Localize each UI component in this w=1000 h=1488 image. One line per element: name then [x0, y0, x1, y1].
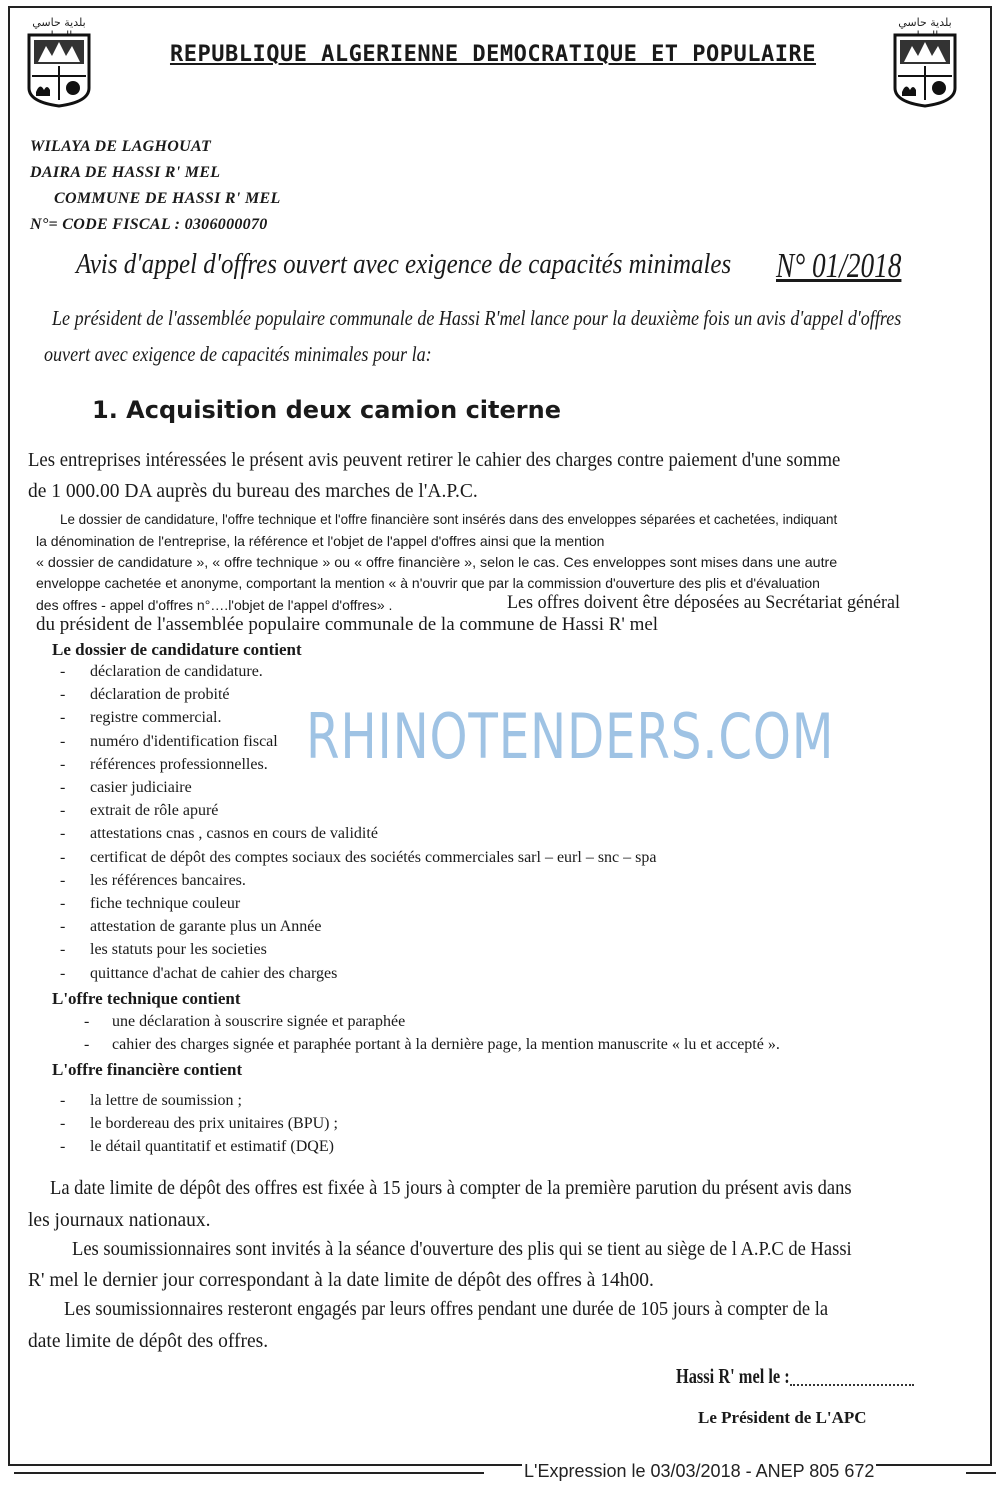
envelope-line-5: des offres - appel d'offres n°….l'objet de l'appel d'offres» .: [36, 597, 393, 613]
opening-line-1: Les soumissionnaires sont invités à la séance d'ouverture des plis qui se tient au siège de l A.P.C de Hassi: [72, 1239, 852, 1260]
envelope-line-2: la dénomination de l'entreprise, la référence et l'objet de l'appel d'offres ainsi que la mention: [36, 533, 605, 549]
commune-emblem-left: [22, 16, 96, 110]
envelope-line-4: enveloppe cachetée et anonyme, comportant la mention « à n'ouvrir que par la commission d'ouverture des plis et d'évaluation: [36, 575, 820, 591]
list-item: attestations cnas , casnos en cours de validité: [90, 825, 378, 843]
list-bullet: -: [60, 1138, 66, 1155]
emblem-arabic-label: بلدية حاسي: [32, 16, 86, 29]
list-bullet: -: [60, 663, 66, 680]
envelope-line-1: Le dossier de candidature, l'offre technique et l'offre financière sont insérés dans des enveloppes séparées et cachetées, indiquant: [60, 511, 838, 527]
list-item: cahier des charges signée et paraphée portant à la dernière page, la mention manuscrite « lu et accepté ».: [112, 1035, 780, 1053]
deposit-statement: Les offres doivent être déposées au Secrétariat général: [507, 592, 901, 613]
intro-line-1: Le président de l'assemblée populaire communale de Hassi R'mel lance pour la deuxième fois un avis d'appel d'offres: [52, 306, 902, 330]
list-item: certificat de dépôt des comptes sociaux des sociétés commerciales sarl – eurl – snc – spa: [90, 848, 657, 866]
list-bullet: -: [60, 732, 66, 750]
emblem-shield-icon: [26, 32, 92, 108]
signature-place: Hassi R' mel le :: [676, 1364, 790, 1388]
validity-line-2: date limite de dépôt des offres.: [28, 1331, 269, 1352]
envelope-line-3: « dossier de candidature », « offre technique » ou « offre financière », selon le cas. Ces enveloppes sont mises dans une autre: [36, 554, 838, 570]
list-item: une déclaration à souscrire signée et paraphée: [112, 1013, 406, 1030]
candidature-heading: Le dossier de candidature contient: [52, 640, 302, 659]
retrieval-line-2: de 1 000.00 DA auprès du bureau des marches de l'A.P.C.: [28, 481, 478, 502]
list-item: registre commercial.: [90, 709, 222, 727]
list-item: les références bancaires.: [90, 871, 246, 889]
list-item: le bordereau des prix unitaires (BPU) ;: [90, 1115, 338, 1132]
list-item: la lettre de soumission ;: [90, 1092, 242, 1109]
technique-heading: L'offre technique contient: [52, 989, 241, 1008]
deposit-statement-2: du président de l'assemblée populaire communale de la commune de Hassi R' mel: [36, 614, 659, 635]
opening-line-2: R' mel le dernier jour correspondant à la date limite de dépôt des offres à 14h00.: [28, 1270, 654, 1291]
emblem-arabic-label: بلدية حاسي: [898, 16, 952, 29]
retrieval-line-1: Les entreprises intéressées le présent avis peuvent retirer le cahier des charges contre paiement d'une somme: [28, 450, 841, 471]
list-item: fiche technique couleur: [90, 895, 241, 912]
list-bullet: -: [60, 825, 66, 843]
list-bullet: -: [84, 1035, 90, 1053]
list-bullet: -: [60, 964, 66, 982]
list-bullet: -: [60, 755, 66, 773]
list-bullet: -: [60, 686, 66, 704]
list-bullet: -: [60, 848, 66, 866]
list-bullet: -: [60, 918, 66, 936]
list-bullet: -: [60, 709, 66, 727]
watermark: RHINOTENDERS.COM: [306, 700, 835, 773]
list-bullet: -: [60, 1092, 66, 1109]
notice-number: N° 01/2018: [776, 246, 902, 285]
signature-role: Le Président de L'APC: [698, 1408, 867, 1427]
deadline-line-1: La date limite de dépôt des offres est fixée à 15 jours à compter de la première parution du présent avis dans: [50, 1178, 852, 1199]
list-item: extrait de rôle apuré: [90, 802, 219, 820]
list-bullet: -: [60, 895, 66, 912]
list-bullet: -: [60, 802, 66, 820]
list-bullet: -: [60, 779, 66, 796]
list-bullet: -: [60, 871, 66, 889]
signature-date-blank: [790, 1374, 914, 1386]
list-item: déclaration de candidature.: [90, 663, 263, 680]
list-bullet: -: [60, 1115, 66, 1132]
footer-rule-left: [14, 1472, 484, 1474]
intro-line-2: ouvert avec exigence de capacités minimales pour la:: [44, 342, 432, 366]
list-bullet: -: [84, 1013, 90, 1030]
list-bullet: -: [60, 941, 66, 959]
commune-line: COMMUNE DE HASSI R' MEL: [54, 190, 281, 207]
fiscal-code-line: N°= CODE FISCAL : 0306000070: [30, 216, 268, 233]
tender-item-title: 1. Acquisition deux camion citerne: [92, 396, 561, 424]
commune-emblem-right: [888, 16, 962, 110]
notice-title: Avis d'appel d'offres ouvert avec exigence de capacités minimales: [76, 248, 732, 280]
deadline-line-2: les journaux nationaux.: [28, 1210, 211, 1231]
wilaya-line: WILAYA DE LAGHOUAT: [30, 138, 212, 155]
emblem-shield-icon: [892, 32, 958, 108]
list-item: quittance d'achat de cahier des charges: [90, 964, 338, 982]
publication-footer: L'Expression le 03/03/2018 - ANEP 805 672: [524, 1461, 875, 1481]
daira-line: DAIRA DE HASSI R' MEL: [30, 164, 221, 181]
list-item: références professionnelles.: [90, 755, 268, 773]
list-item: déclaration de probité: [90, 686, 230, 704]
financiere-heading: L'offre financière contient: [52, 1060, 243, 1079]
list-item: attestation de garante plus un Année: [90, 918, 322, 936]
footer-rule-right: [966, 1472, 996, 1474]
list-item: le détail quantitatif et estimatif (DQE): [90, 1138, 334, 1155]
list-item: numéro d'identification fiscal: [90, 732, 278, 750]
list-item: les statuts pour les societies: [90, 941, 267, 959]
list-item: casier judiciaire: [90, 779, 192, 796]
validity-line-1: Les soumissionnaires resteront engagés par leurs offres pendant une durée de 105 jours à compter de la: [64, 1299, 829, 1320]
republic-heading: REPUBLIQUE ALGERIENNE DEMOCRATIQUE ET POPULAIRE: [169, 42, 817, 67]
